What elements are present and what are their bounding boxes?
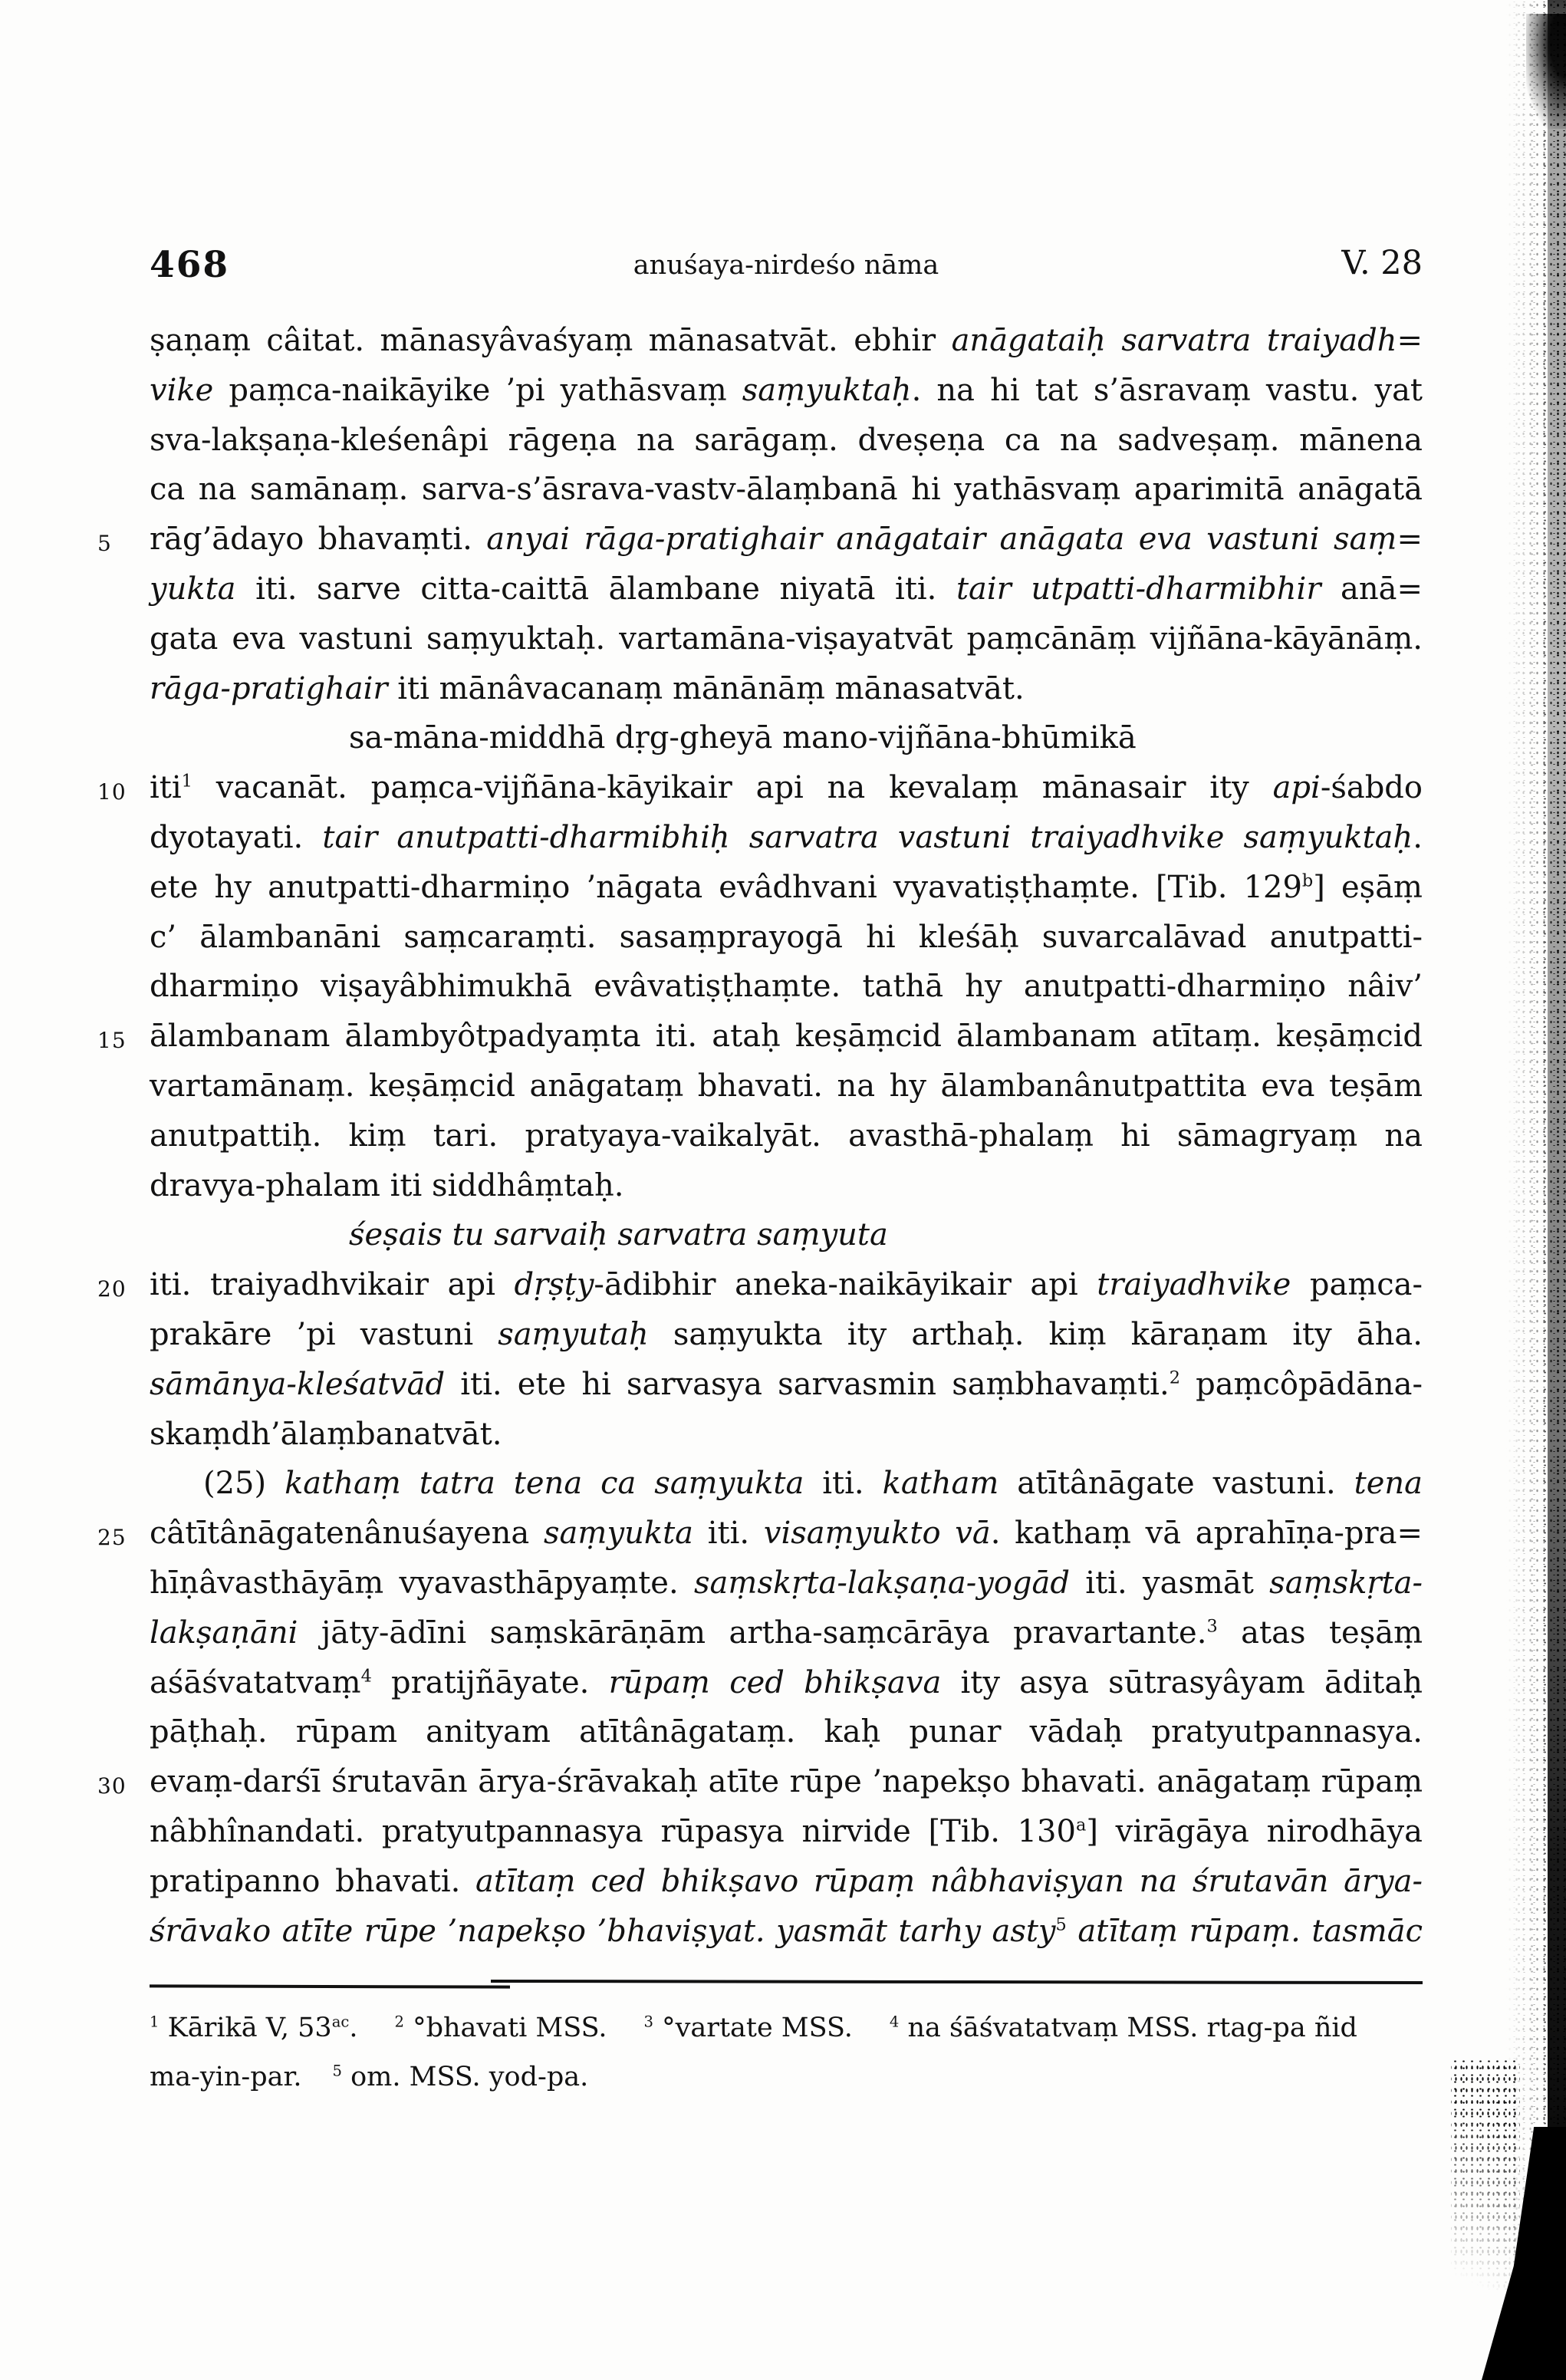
body-text: anutpattiḥ. kiṃ tari. pratyaya-vaikalyāt. avasthā-phalaṃ hi sāmagryaṃ na: [150, 1118, 1423, 1154]
body-text: iti. yasmāt: [1085, 1565, 1270, 1601]
text-line: [150, 465, 1423, 515]
text-line: [150, 1459, 1423, 1509]
body-text: (25): [203, 1466, 285, 1502]
body-text: .: [1413, 819, 1423, 855]
body-text: ṣaṇaṃ câitat. mānasyâvaśyaṃ mānasatvāt. ebhir: [150, 323, 952, 358]
body-text: iti mānâvacanaṃ mānānāṃ mānasatvāt.: [397, 670, 1025, 706]
text-line: [150, 416, 1423, 466]
body-text: iti. traiyadhvikair api: [150, 1267, 515, 1303]
pratika-italic-text: vike: [150, 372, 229, 408]
footnotes-block: [150, 2003, 1423, 2102]
body-text: rāg’ādayo bhavaṃti.: [150, 522, 487, 558]
pratika-italic-text: sāmānya-kleśatvād: [150, 1366, 461, 1402]
body-text: vartamānaṃ. keṣāṃcid anāgataṃ bhavati. na hy ālambanânutpattita eva teṣām: [150, 1068, 1423, 1104]
footnote-marker: 2: [394, 2013, 404, 2031]
body-text: aśāśvatatvaṃ: [150, 1664, 361, 1700]
text-line: [150, 664, 1423, 714]
footnote-rule: [491, 1980, 1423, 1984]
body-text: -ādibhir aneka-naikāyikair api: [594, 1267, 1097, 1303]
pratika-italic-text: tena: [1354, 1466, 1423, 1502]
body-text: ma-yin-par.: [150, 2062, 302, 2092]
footnote-marker: 5: [332, 2062, 342, 2080]
body-text: skaṃdh’ālaṃbanatvāt.: [150, 1416, 502, 1452]
text-line: [97, 1012, 1423, 1062]
body-text: ity asya sūtrasyâyam āditaḥ: [960, 1664, 1423, 1700]
text-line: [150, 1907, 1423, 1957]
text-line: [150, 316, 1423, 366]
footnote-marker: 4: [360, 1666, 372, 1687]
text-line: [150, 1161, 1423, 1211]
body-text: jāty-ādīni saṃskārāṇām artha-saṃcārāya pravartante.: [321, 1615, 1207, 1651]
margin-line-number: 30: [97, 1773, 127, 1799]
body-text: ete hy anutpatti-dharmiṇo ’nāgata evâdhvani vyavatiṣṭhaṃte. [Tib. 129: [150, 869, 1302, 905]
text-line: [150, 1062, 1423, 1111]
body-text: . kathaṃ vā aprahīṇa-pra=: [990, 1516, 1423, 1552]
pratika-italic-text: kathaṃ tatra tena ca saṃyukta: [285, 1466, 823, 1502]
footnote-marker: 2: [1169, 1368, 1180, 1388]
footnote-marker: a: [1075, 1815, 1087, 1835]
body-text: . na hi tat s’āsravaṃ vastu. yat: [911, 372, 1423, 408]
body-text: ālambanam ālambyôtpadyaṃta iti. ataḥ keṣāṃcid ālambanam atītaṃ. keṣāṃcid: [150, 1019, 1423, 1055]
footnote-marker: 5: [1055, 1914, 1067, 1935]
footnote-rule: [150, 1984, 510, 1988]
text-line: [97, 1260, 1423, 1310]
pratika-italic-text: saṃyutaḥ: [498, 1316, 673, 1352]
body-text: om. MSS. yod-pa.: [341, 2062, 589, 2092]
body-text: c’ ālambanāni saṃcaraṃti. sasaṃprayogā hi kleśāḥ suvarcalāvad anutpatti-: [150, 919, 1423, 955]
text-line: [150, 962, 1423, 1012]
text-line: [150, 813, 1423, 863]
body-text: dyotayati.: [150, 819, 323, 855]
pratika-italic-text: tair utpatti-dharmibhir: [956, 571, 1341, 607]
body-text: paṃcôpādāna-: [1179, 1366, 1423, 1402]
body-text: -śabdo: [1320, 770, 1423, 806]
body-text: saṃyukta ity arthaḥ. kiṃ kāraṇam ity āha.: [673, 1316, 1423, 1352]
footnote-marker: 1: [150, 2013, 160, 2031]
footnote-line: [150, 2052, 1423, 2102]
body-text: vacanāt. paṃca-vijñāna-kāyikair api na kevalaṃ mānasair ity: [192, 770, 1273, 806]
text-line: [97, 1509, 1423, 1559]
footnote-marker: 4: [889, 2013, 900, 2031]
text-block: [97, 316, 1423, 1956]
body-text: ca na samānaṃ. sarva-s’āsrava-vastv-ālaṃbanā hi yathāsvaṃ aparimitā anāgatā: [150, 472, 1423, 508]
pratika-italic-text: katham: [882, 1466, 1018, 1502]
text-line: [150, 1857, 1423, 1907]
footnote-marker: 3: [1206, 1616, 1218, 1637]
footnote-marker: ac: [331, 2013, 350, 2031]
margin-line-number: 25: [97, 1525, 127, 1551]
text-line: [150, 614, 1423, 664]
text-line: [150, 1807, 1423, 1857]
body-text: atas teṣāṃ: [1217, 1615, 1423, 1651]
body-text: °vartate MSS.: [653, 2013, 853, 2043]
pratika-italic-text: rāga-pratighair: [150, 670, 398, 706]
body-text: evaṃ-darśī śrutavān ārya-śrāvakaḥ atīte rūpe ’napekṣo bhavati. anāgataṃ rūpaṃ: [150, 1764, 1423, 1800]
pratika-italic-text: atītaṃ rūpaṃ. tasmāc: [1066, 1913, 1423, 1949]
body-text: pratipanno bhavati.: [150, 1863, 476, 1899]
body-text: na śāśvatatvaṃ MSS. rtag-pa ñid: [899, 2013, 1357, 2043]
body-text: iti. sarve citta-caittā ālambane niyatā iti.: [255, 571, 956, 607]
body-text: ] virāgāya nirodhāya: [1086, 1813, 1423, 1849]
text-line: [150, 565, 1423, 614]
margin-line-number: 10: [97, 779, 127, 805]
margin-line-number: 5: [97, 531, 112, 557]
body-text: ] eṣāṃ: [1313, 869, 1423, 905]
text-line: [97, 763, 1423, 813]
running-title: anuśaya-nirdeśo nāma: [633, 250, 939, 281]
scan-black-edge: [1548, 0, 1566, 2380]
text-line: [97, 1757, 1423, 1807]
body-text: iti.: [707, 1516, 764, 1552]
pratika-italic-text: dṛṣṭy: [514, 1267, 594, 1303]
text-line: [150, 863, 1423, 913]
text-line: [150, 1111, 1423, 1161]
text-line: [97, 515, 1423, 565]
text-line: [150, 366, 1423, 416]
body-text: sa-māna-middhā dṛg-gheyā mano-vijñāna-bhūmikā: [349, 720, 1137, 756]
pratika-italic-text: traiyadhvike: [1097, 1267, 1310, 1303]
footnote-marker: 1: [181, 771, 192, 792]
pratika-italic-text: saṃyukta: [543, 1516, 708, 1552]
text-line: [150, 713, 1423, 763]
pratika-italic-text: anyai rāga-pratighair anāgatair anāgata eva vastuni saṃ=: [486, 522, 1423, 558]
text-line: [150, 1360, 1423, 1410]
pratika-italic-text: atītaṃ ced bhikṣavo rūpaṃ nâbhaviṣyan na śrutavān ārya-: [475, 1863, 1423, 1899]
pratika-italic-text: saṃskṛta-lakṣaṇa-yogād: [694, 1565, 1086, 1601]
body-text: câtītânāgatenânuśayena: [150, 1516, 544, 1552]
body-text: °bhavati MSS.: [403, 2013, 607, 2043]
footnote-marker: b: [1301, 871, 1314, 891]
pratika-italic-text: saṃskṛta-: [1269, 1565, 1423, 1601]
pratika-italic-text: api: [1272, 770, 1321, 806]
page-number: 468: [150, 244, 230, 286]
body-text: hīṇâvasthāyāṃ vyavasthāpyaṃte.: [150, 1565, 695, 1601]
text-line: [150, 1658, 1423, 1708]
pratika-italic-text: śrāvako atīte rūpe ’napekṣo ’bhaviṣyat. yasmāt tarhy asty: [150, 1913, 1056, 1949]
body-text: iti. ete hi sarvasya sarvasmin saṃbhavaṃti.: [460, 1366, 1170, 1402]
margin-line-number: 15: [97, 1028, 127, 1054]
body-text: gata eva vastuni saṃyuktaḥ. vartamāna-viṣayatvāt paṃcānāṃ vijñāna-kāyānāṃ.: [150, 621, 1423, 657]
pratika-italic-text: lakṣaṇāni: [150, 1615, 321, 1651]
body-text: iti.: [822, 1466, 883, 1502]
page-header: [150, 242, 1423, 296]
text-line: [150, 913, 1423, 963]
text-line: [150, 1559, 1423, 1608]
pratika-italic-text: rūpaṃ ced bhikṣava: [608, 1664, 961, 1700]
body-text: pāṭhaḥ. rūpam anityam atītânāgataṃ. kaḥ punar vādaḥ pratyutpannasya.: [150, 1714, 1423, 1750]
body-text: paṃca-: [1309, 1267, 1423, 1303]
text-line: [150, 1410, 1423, 1460]
pratika-italic-text: yukta: [150, 571, 256, 607]
footnote-marker: 3: [643, 2013, 653, 2031]
pratika-italic-text: tair anutpatti-dharmibhiḥ sarvatra vastuni traiyadhvike saṃyuktaḥ: [322, 819, 1413, 855]
body-text: atītânāgate vastuni.: [1017, 1466, 1354, 1502]
verse-reference: V. 28: [1341, 244, 1423, 282]
body-text: iti: [150, 770, 182, 806]
body-text: pratijñāyate.: [371, 1664, 609, 1700]
footnote-line: [150, 2003, 1423, 2052]
text-line: [150, 1707, 1423, 1757]
body-text: prakāre ’pi vastuni: [150, 1316, 498, 1352]
pratika-italic-text: visaṃyukto vā: [763, 1516, 991, 1552]
body-text: anā=: [1341, 571, 1423, 607]
body-text: sva-lakṣaṇa-kleśenâpi rāgeṇa na sarāgaṃ. dveṣeṇa ca na sadveṣaṃ. mānena: [150, 422, 1423, 458]
body-text: Kārikā V, 53: [159, 2013, 332, 2043]
text-line: [150, 1608, 1423, 1658]
body-text: nâbhînandati. pratyutpannasya rūpasya nirvide [Tib. 130: [150, 1813, 1076, 1849]
pratika-italic-text: anāgataiḥ sarvatra traiyadh=: [951, 323, 1423, 358]
pratika-italic-text: śeṣais tu sarvaiḥ sarvatra saṃyuta: [349, 1217, 888, 1253]
text-line: [150, 1210, 1423, 1260]
body-text: paṃca-naikāyike ’pi yathāsvaṃ: [229, 372, 742, 408]
text-line: [150, 1310, 1423, 1360]
body-text: dharmiṇo viṣayâbhimukhā evâvatiṣṭhaṃte. tathā hy anutpatti-dharmiṇo nâiv’: [150, 969, 1423, 1005]
pratika-italic-text: saṃyuktaḥ: [742, 372, 912, 408]
body-text: .: [349, 2013, 358, 2043]
margin-line-number: 20: [97, 1276, 127, 1302]
body-text: dravya-phalam iti siddhâṃtaḥ.: [150, 1167, 624, 1203]
